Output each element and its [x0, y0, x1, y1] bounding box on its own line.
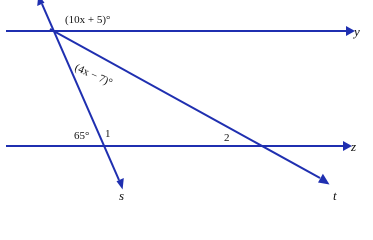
line-z-label: z — [351, 139, 357, 154]
line-y-label: y — [354, 24, 360, 39]
angle-label-top: (10x + 5)° — [65, 14, 111, 26]
transversal-t — [50, 29, 320, 178]
angle-label-1: 1 — [105, 128, 111, 140]
transversal-t-arrowhead — [318, 174, 330, 185]
line-s-label: s — [119, 188, 125, 201]
line-t-label: t — [333, 188, 337, 201]
angle-label-65: 65° — [74, 130, 90, 142]
angle-label-between: (4x − 7)° — [72, 61, 115, 89]
angle-label-2: 2 — [224, 132, 230, 144]
